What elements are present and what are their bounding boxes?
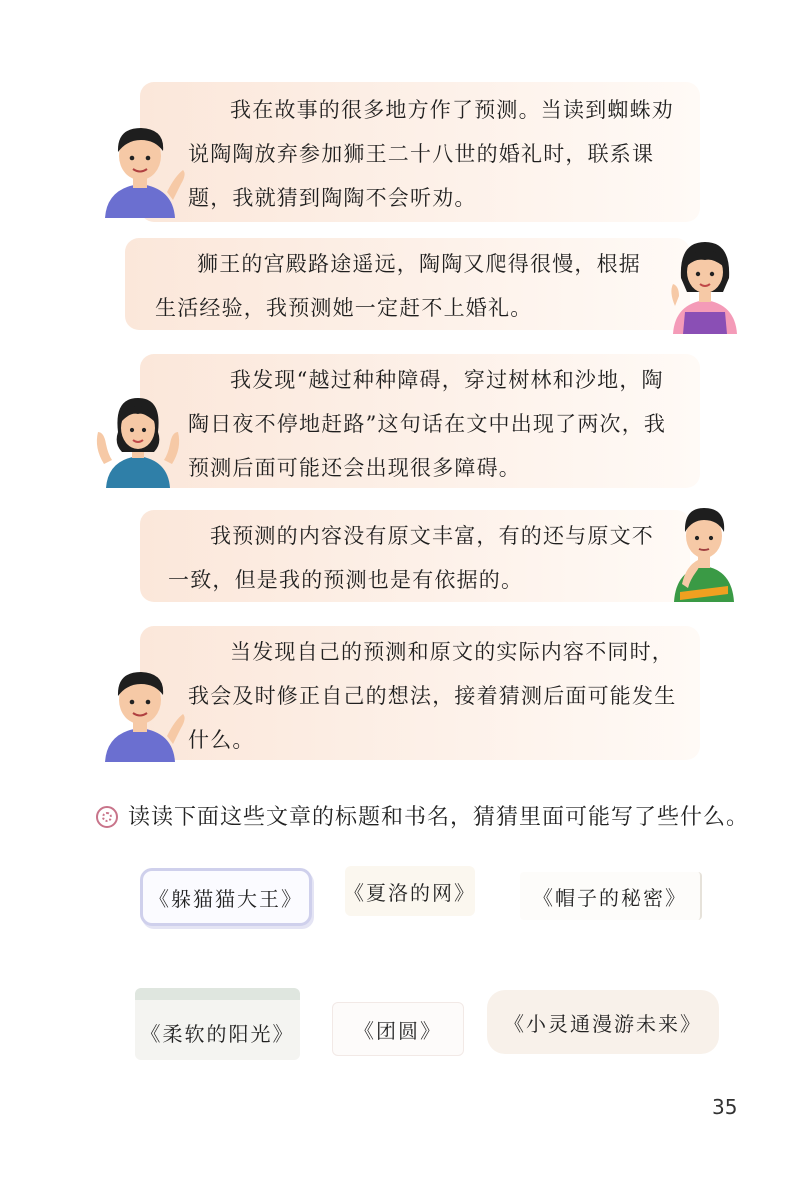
title-card-1: [140, 868, 312, 926]
title-card-2: [345, 866, 475, 916]
bubble-4-text: 我预测的内容没有原文丰富，有的还与原文不一致，但是我的预测也是有依据的。: [168, 524, 654, 592]
bubble-3-text: 我发现“越过种种障碍，穿过树林和沙地，陶陶日夜不停地赶路”这句话在文中出现了两次，我预测后面可能还会出现很多障碍。: [188, 368, 667, 480]
speech-bubble-5: [140, 626, 700, 760]
page-number: 35: [712, 1095, 738, 1119]
speech-bubble-4: [140, 510, 690, 602]
speech-bubble-3: [140, 354, 700, 488]
title-card-6: [487, 990, 719, 1054]
title-card-3: [520, 872, 702, 920]
speech-bubble-2: [125, 238, 690, 330]
instruction-text: 读读下面这些文章的标题和书名，猜猜里面可能写了些什么。: [128, 805, 750, 830]
girl-avatar-2: [92, 392, 184, 488]
title-card-1-text: 《躲猫猫大王》: [149, 886, 303, 911]
bubble-1-text: 我在故事的很多地方作了预测。当读到蜘蛛劝说陶陶放弃参加狮王二十八世的婚礼时，联系课题，我就猜到陶陶不会听劝。: [188, 98, 674, 210]
bubble-2-text: 狮王的宫殿路途遥远，陶陶又爬得很慢，根据生活经验，我预测她一定赶不上婚礼。: [155, 252, 641, 320]
title-card-6-text: 《小灵通漫游未来》: [504, 1011, 702, 1036]
bubble-5-text: 当发现自己的预测和原文的实际内容不同时，我会及时修正自己的想法，接着猜测后面可能发生什么。: [188, 640, 677, 752]
title-card-5-text: 《团圆》: [354, 1018, 442, 1043]
speech-bubble-1: [140, 82, 700, 222]
title-card-4-text: 《柔软的阳光》: [140, 1021, 295, 1046]
title-card-3-text: 《帽子的秘密》: [533, 885, 687, 910]
boy-avatar-2: [668, 500, 740, 602]
girl-avatar-1: [665, 234, 745, 334]
boy-avatar-1: [95, 118, 190, 218]
boy-avatar-3: [95, 662, 190, 762]
spiral-icon: [96, 806, 118, 828]
title-card-5: [332, 1002, 464, 1056]
title-card-4: [135, 988, 300, 1060]
instruction: [96, 800, 749, 831]
title-card-2-text: 《夏洛的网》: [344, 880, 476, 905]
